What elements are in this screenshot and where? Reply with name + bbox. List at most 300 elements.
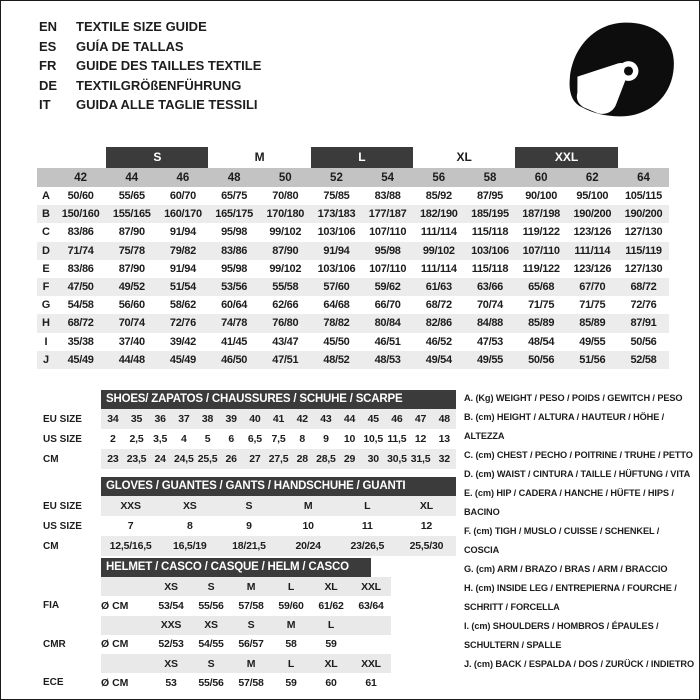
helmet-size-value: 63/64 (358, 599, 384, 612)
glove-size-cell: 18/21,5 (232, 540, 266, 552)
helmet-size-label: XS (204, 619, 218, 631)
size-value-cell: 87/90 (272, 244, 299, 257)
size-value-cell: 87/90 (118, 262, 145, 275)
shoe-size-cell: 10 (343, 433, 356, 445)
size-value-cell: 103/106 (317, 226, 356, 239)
size-value-cell: 95/98 (374, 244, 401, 257)
helmet-size-value: 61/62 (318, 599, 344, 612)
size-value-cell: 173/183 (317, 208, 356, 221)
size-value-cell: 190/200 (573, 208, 612, 221)
size-value-cell: 60/64 (221, 299, 248, 312)
shoe-size-cell: 27,5 (268, 453, 289, 465)
glove-size-cell: 11 (361, 520, 373, 532)
size-value-cell: 91/94 (169, 226, 196, 239)
shoe-size-cell: 44 (343, 413, 356, 425)
measurement-legend (464, 389, 694, 674)
glove-size-cell: 25,5/30 (409, 540, 444, 552)
shoe-size-cell: 6 (228, 433, 235, 445)
helmet-size-label: XXS (160, 619, 182, 631)
shoe-size-cell: 30 (367, 453, 379, 465)
glove-size-cell: 9 (246, 520, 252, 532)
size-value-cell: 115/118 (471, 226, 509, 239)
size-column-header: 42 (74, 171, 87, 184)
size-band-row (37, 147, 669, 168)
size-value-cell: 78/82 (323, 317, 350, 330)
size-value-cell: 71/74 (67, 244, 94, 257)
language-row (39, 17, 261, 37)
language-row (39, 37, 261, 57)
size-value-cell: 46/50 (221, 353, 248, 366)
size-value-cell: 44/48 (118, 353, 145, 366)
size-value-cell: 68/72 (630, 281, 657, 294)
size-band: S (106, 147, 208, 168)
helmet-size-value: 58 (285, 638, 297, 651)
size-value-cell: 47/53 (476, 335, 503, 348)
measurement-row (37, 242, 669, 260)
gloves-title-bar: GLOVES / GUANTES / GANTS / HANDSCHUHE / GUANTI (101, 477, 456, 496)
shoe-size-cell: 13 (438, 433, 450, 445)
size-value-cell: 60/70 (169, 190, 196, 203)
shoe-size-cell: 41 (272, 413, 285, 425)
size-value-cell: 83/88 (374, 190, 401, 203)
helmet-size-label: M (246, 657, 256, 670)
measurement-row (37, 278, 669, 296)
size-value-cell: 70/80 (272, 190, 299, 203)
size-value-cell: 119/122 (522, 262, 560, 275)
shoe-size-cell: 30,5 (387, 453, 407, 465)
size-value-cell: 54/58 (67, 299, 94, 312)
helmet-groups (43, 577, 391, 693)
measurement-row (37, 314, 669, 332)
size-value-cell: 48/54 (528, 335, 555, 348)
size-value-cell: 103/106 (471, 244, 509, 257)
size-value-cell: 90/100 (525, 190, 558, 203)
size-value-cell: 64/68 (323, 299, 350, 312)
row-cells (101, 496, 456, 516)
language-row (39, 76, 261, 96)
size-value-cell: 55/58 (272, 281, 299, 294)
size-band: M (254, 150, 265, 164)
size-value-cell: 45/49 (67, 353, 94, 366)
row-label: CM (43, 540, 59, 552)
shoe-size-cell: 9 (323, 433, 329, 445)
glove-size-cell: 20/24 (295, 540, 321, 552)
shoe-size-cell: 23 (107, 453, 119, 465)
shoe-size-cell: 8 (299, 433, 306, 445)
shoe-size-cell: 36 (154, 413, 166, 425)
size-value-cell: 48/52 (323, 353, 350, 366)
size-value-cell: 115/119 (625, 244, 662, 257)
size-value-cell: 115/118 (471, 262, 509, 275)
size-value-cell: 72/76 (169, 317, 196, 330)
size-value-cell: 76/80 (272, 317, 299, 330)
glove-size-cell: 12,5/16,5 (109, 540, 152, 552)
size-value-cell: 51/54 (169, 281, 196, 294)
helmet-size-value: 54/55 (198, 638, 224, 651)
language-title: GUÍA DE TALLAS (76, 38, 184, 54)
size-value-cell: 170/180 (266, 208, 305, 221)
shoe-size-cell: 24,5 (174, 453, 194, 465)
size-value-cell: 35/38 (67, 335, 94, 348)
helmet-size-label: S (207, 580, 215, 593)
shoe-size-cell: 2,5 (129, 433, 144, 445)
size-value-cell: 150/160 (61, 208, 100, 221)
size-value-cell: 74/78 (221, 317, 248, 330)
shoe-size-cell: 46 (391, 413, 403, 425)
row-label: CM (43, 453, 59, 465)
shoe-size-cell: 7,5 (271, 433, 286, 445)
shoe-size-cell: 38 (201, 413, 214, 425)
helmet-size-value: 52/53 (158, 638, 184, 651)
size-number-header-row (37, 168, 669, 187)
helmet-table (43, 558, 391, 693)
size-value-cell: 99/102 (269, 262, 302, 275)
row-cells (101, 536, 456, 556)
legend-item: B. (cm) HEIGHT / ALTURA / HAUTEUR / HÖHE / ALTEZZA (464, 412, 665, 441)
size-value-cell: 41/45 (221, 335, 248, 348)
measurement-row (37, 333, 669, 351)
legend-item: I. (cm) SHOULDERS / HOMBROS / ÉPAULES / SCHULTERN / SPALLE (464, 621, 659, 650)
size-value-cell: 52/58 (630, 353, 657, 366)
size-value-cell: 84/88 (476, 317, 503, 330)
measurement-row (37, 223, 669, 241)
shoe-size-cell: 2 (110, 433, 116, 445)
size-value-cell: 50/56 (528, 353, 555, 366)
shoe-size-cell: 37 (178, 413, 190, 425)
shoe-size-cell: 42 (296, 413, 308, 425)
legend-item: F. (cm) TIGH / MUSLO / CUISSE / SCHENKEL / COSCIA (464, 526, 660, 555)
shoes-table (43, 390, 456, 469)
measurement-rows (37, 187, 669, 369)
glove-size-cell: S (245, 500, 253, 512)
shoes-rows (43, 409, 456, 469)
shoe-size-cell: 32 (438, 453, 450, 465)
legend-item: G. (cm) ARM / BRAZO / BRAS / ARM / BRACCIO (464, 564, 668, 574)
shoe-size-cell: 25,5 (197, 453, 218, 465)
legend-item: J. (cm) BACK / ESPALDA / DOS / ZURÜCK / INDIETRO (464, 659, 695, 669)
helmet-value-row (43, 635, 391, 655)
size-column-header: 64 (637, 171, 650, 184)
row-cells (101, 409, 456, 429)
size-value-cell: 56/60 (118, 299, 145, 312)
size-value-cell: 87/95 (476, 190, 503, 203)
legend-item: D. (cm) WAIST / CINTURA / TAILLE / HÜFTUNG / VITA (464, 469, 691, 479)
size-value-cell: 65/68 (528, 281, 555, 294)
size-value-cell: 39/42 (169, 335, 196, 348)
row-letter: E (42, 262, 50, 275)
size-column-header: 44 (125, 171, 139, 184)
helmet-size-value: 57/58 (238, 599, 264, 612)
language-title: TEXTILGRÖßENFÜHRUNG (76, 77, 242, 93)
size-column-header: 54 (381, 171, 395, 184)
size-column-header: 46 (176, 171, 190, 184)
size-value-cell: 185/195 (471, 208, 509, 221)
size-value-cell: 85/89 (579, 317, 606, 330)
size-value-cell: 105/115 (624, 190, 662, 203)
size-value-cell: 50/56 (630, 335, 657, 348)
glove-size-cell: 23/26,5 (350, 540, 385, 552)
helmet-size-value: 55/56 (198, 676, 224, 689)
helmet-standard-group (43, 577, 391, 616)
helmet-size-label: M (246, 580, 256, 593)
size-value-cell: 70/74 (118, 317, 145, 330)
helmet-size-value: 59 (285, 676, 297, 689)
size-value-cell: 123/126 (573, 226, 612, 239)
helmet-size-label: XS (164, 580, 178, 593)
size-value-cell: 49/55 (476, 353, 503, 366)
glove-size-cell: L (364, 500, 371, 512)
shoe-size-cell: 40 (249, 413, 261, 425)
shoe-size-cell: 47 (414, 413, 427, 425)
size-value-cell: 107/110 (369, 226, 407, 239)
size-column-header: 52 (330, 171, 343, 184)
helmet-size-header-row (101, 577, 391, 596)
shoe-size-cell: 5 (204, 433, 211, 445)
size-value-cell: 83/86 (221, 244, 248, 257)
size-value-cell: 182/190 (419, 208, 458, 221)
row-letter: D (42, 244, 50, 257)
size-value-cell: 85/89 (528, 317, 555, 330)
size-value-cell: 62/66 (272, 299, 299, 312)
helmet-size-header-row (101, 616, 391, 635)
shoes-row (43, 429, 456, 449)
size-value-cell: 160/170 (164, 208, 202, 221)
row-letter: G (41, 299, 51, 312)
helmet-size-label: S (247, 619, 255, 631)
size-value-cell: 43/47 (272, 335, 299, 348)
size-column-header: 62 (585, 171, 599, 184)
helmet-size-label: L (287, 657, 295, 670)
shoe-size-cell: 31,5 (410, 453, 431, 465)
row-label: EU SIZE (43, 500, 82, 512)
helmet-size-value: 59 (325, 638, 337, 651)
gloves-row (43, 516, 456, 536)
size-value-cell: 47/51 (272, 353, 299, 366)
helmet-size-value: 55/56 (198, 599, 224, 612)
size-value-cell: 83/86 (67, 226, 94, 239)
size-value-cell: 103/106 (317, 262, 356, 275)
gloves-row (43, 536, 456, 556)
shoe-size-cell: 10,5 (363, 433, 384, 445)
helmet-size-header-row (101, 654, 391, 673)
size-value-cell: 123/126 (573, 262, 612, 275)
size-column-header: 60 (534, 171, 548, 184)
language-row (39, 95, 261, 115)
diameter-label: Ø CM (101, 638, 129, 651)
helmet-title-bar: HELMET / CASCO / CASQUE / HELM / CASCO (101, 558, 371, 577)
shoe-size-cell: 35 (130, 413, 143, 425)
shoe-size-cell: 11,5 (387, 433, 407, 445)
shoe-size-cell: 48 (438, 413, 450, 425)
size-value-cell: 57/60 (323, 281, 350, 294)
size-value-cell: 63/66 (476, 281, 503, 294)
size-value-cell: 82/86 (425, 317, 452, 330)
language-code: IT (39, 97, 51, 112)
size-value-cell: 111/114 (420, 262, 457, 275)
helmet-size-label: L (287, 580, 295, 593)
shoe-size-cell: 34 (107, 413, 119, 425)
glove-size-cell: 10 (302, 520, 314, 532)
size-value-cell: 49/55 (579, 335, 606, 348)
legend-item: H. (cm) INSIDE LEG / ENTREPIERNA / FOURCHE / SCHRITT / FORCELLA (464, 583, 677, 612)
glove-size-cell: XL (419, 500, 433, 512)
size-value-cell: 67/70 (579, 281, 606, 294)
size-value-cell: 107/110 (369, 262, 407, 275)
diameter-label: Ø CM (101, 599, 129, 612)
size-column-header: 50 (278, 171, 292, 184)
size-value-cell: 51/56 (579, 353, 606, 366)
helmet-icon (561, 19, 679, 123)
gloves-table (43, 477, 456, 556)
standard-label: ECE (43, 677, 64, 689)
helmet-value-row (43, 673, 391, 693)
size-value-cell: 70/74 (476, 299, 503, 312)
size-value-cell: 58/62 (169, 299, 196, 312)
gloves-row (43, 496, 456, 516)
size-value-cell: 99/102 (422, 244, 455, 257)
helmet-size-value: 56/57 (238, 638, 264, 651)
glove-size-cell: 8 (186, 520, 193, 532)
row-cells (101, 516, 456, 536)
helmet-standard-group (43, 654, 391, 693)
size-value-cell: 107/110 (522, 244, 560, 257)
language-code: FR (39, 58, 57, 73)
shoes-title-bar: SHOES/ ZAPATOS / CHAUSSURES / SCHUHE / SCARPE (101, 390, 456, 409)
glove-size-cell: M (303, 500, 313, 512)
language-header (39, 17, 261, 115)
row-label: EU SIZE (43, 413, 82, 425)
size-value-cell: 83/86 (67, 262, 94, 275)
helmet-size-label: XL (324, 657, 338, 670)
size-value-cell: 65/75 (221, 190, 248, 203)
size-column-header: 56 (432, 171, 446, 184)
size-value-cell: 99/102 (269, 226, 302, 239)
row-letter: J (42, 353, 50, 366)
size-band: L (311, 147, 413, 168)
size-value-cell: 111/114 (574, 244, 611, 257)
size-value-cell: 49/54 (425, 353, 452, 366)
shoe-size-cell: 43 (320, 413, 332, 425)
size-column-header: 58 (483, 171, 497, 184)
shoe-size-cell: 12 (414, 433, 427, 445)
size-column-header: 48 (227, 171, 241, 184)
size-value-cell: 72/76 (630, 299, 657, 312)
size-value-cell: 55/65 (118, 190, 145, 203)
size-value-cell: 45/50 (323, 335, 350, 348)
glove-size-cell: 7 (127, 520, 134, 532)
size-value-cell: 75/85 (323, 190, 350, 203)
size-value-cell: 59/62 (374, 281, 401, 294)
legend-item: C. (cm) CHEST / PECHO / POITRINE / TRUHE / PETTO (464, 450, 693, 460)
size-value-cell: 127/130 (624, 262, 663, 275)
size-value-cell: 95/98 (221, 262, 248, 275)
size-value-cell: 68/72 (425, 299, 452, 312)
size-value-cell: 91/94 (323, 244, 350, 257)
size-value-cell: 49/52 (118, 281, 145, 294)
measurement-row (37, 260, 669, 278)
language-code: EN (39, 19, 58, 34)
shoe-size-cell: 4 (181, 433, 187, 445)
legend-item: E. (cm) HIP / CADERA / HANCHE / HÜFTE / HIPS / BACINO (464, 488, 674, 517)
helmet-standard-group (43, 616, 391, 655)
helmet-size-label: XXL (361, 580, 381, 593)
shoe-size-cell: 27 (249, 453, 261, 465)
row-letter: B (42, 208, 50, 221)
row-letter: F (42, 281, 50, 294)
size-value-cell: 79/82 (169, 244, 196, 257)
size-value-cell: 37/40 (118, 335, 145, 348)
size-value-cell: 85/92 (425, 190, 452, 203)
size-value-cell: 190/200 (624, 208, 663, 221)
measurement-row (37, 205, 669, 223)
shoe-size-cell: 29 (343, 453, 356, 465)
size-value-cell: 127/130 (624, 226, 663, 239)
helmet-size-value: 57/58 (238, 676, 264, 689)
row-cells (101, 429, 456, 449)
row-letter: C (42, 226, 50, 239)
diameter-label: Ø CM (101, 676, 129, 689)
standard-label: CMR (43, 638, 66, 650)
shoe-size-cell: 45 (367, 413, 379, 425)
helmet-size-label: M (286, 619, 296, 631)
shoe-size-cell: 23,5 (126, 453, 147, 465)
measurement-row (37, 351, 669, 369)
language-code: DE (39, 77, 58, 93)
glove-size-cell: 16,5/19 (172, 540, 207, 552)
size-value-cell: 47/50 (67, 281, 94, 294)
shoe-size-cell: 6,5 (247, 433, 262, 445)
standard-label: FIA (43, 600, 60, 612)
shoe-size-cell: 39 (225, 413, 237, 425)
size-value-cell: 87/91 (630, 317, 657, 330)
helmet-size-value: 53/54 (158, 599, 184, 612)
measurement-row (37, 187, 669, 205)
helmet-value-row (43, 596, 391, 616)
language-title: GUIDA ALLE TAGLIE TESSILI (76, 97, 258, 112)
size-value-cell: 165/175 (215, 208, 253, 221)
size-value-cell: 48/53 (374, 353, 401, 366)
shoe-size-cell: 28 (296, 453, 308, 465)
size-value-cell: 91/94 (169, 262, 196, 275)
size-value-cell: 68/72 (67, 317, 94, 330)
size-value-cell: 187/198 (522, 208, 560, 221)
glove-size-cell: XS (182, 500, 197, 512)
measurement-row (37, 296, 669, 314)
glove-size-cell: XXS (120, 500, 141, 512)
row-label: US SIZE (43, 433, 82, 445)
language-title: TEXTILE SIZE GUIDE (76, 19, 207, 34)
size-value-cell: 111/114 (420, 226, 457, 239)
row-letter: I (44, 335, 48, 348)
size-value-cell: 155/165 (112, 208, 151, 221)
helmet-size-value: 60 (325, 676, 337, 689)
shoe-size-cell: 28,5 (316, 453, 336, 465)
main-size-table (37, 147, 669, 369)
size-value-cell: 71/75 (528, 299, 555, 312)
size-value-cell: 50/60 (67, 190, 94, 203)
size-value-cell: 46/51 (374, 335, 401, 348)
helmet-size-label: XXL (361, 657, 381, 670)
shoes-row (43, 409, 456, 429)
helmet-size-value: 59/60 (278, 599, 304, 612)
size-value-cell: 75/78 (118, 244, 145, 257)
helmet-size-label: XS (164, 657, 178, 670)
helmet-size-label: L (327, 619, 335, 631)
size-value-cell: 45/49 (169, 353, 196, 366)
size-band: XXL (515, 147, 617, 168)
language-code: ES (39, 38, 57, 54)
size-value-cell: 177/187 (368, 208, 407, 221)
